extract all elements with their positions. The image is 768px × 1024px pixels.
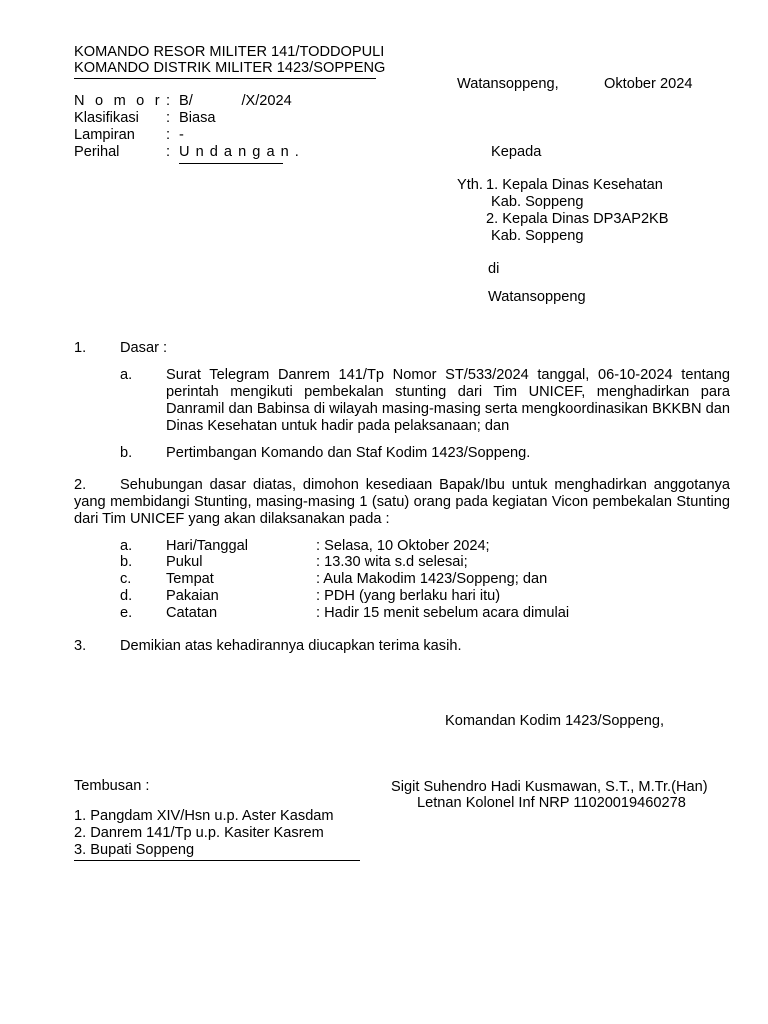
detail-label: Pakaian [166, 588, 219, 604]
recipient-line: 2. Kepala Dinas DP3AP2KB [486, 211, 669, 227]
item-1b-letter: b. [120, 445, 133, 461]
recipient-line: Kab. Soppeng [491, 228, 584, 244]
cc-item: 2. Danrem 141/Tp u.p. Kasiter Kasrem [74, 825, 324, 841]
meta-value-lampiran: - [179, 127, 184, 143]
recipient-line: Kab. Soppeng [491, 194, 584, 210]
header-underline [74, 78, 376, 79]
detail-letter: d. [120, 588, 133, 604]
detail-label: Catatan [166, 605, 218, 621]
header-line-2: KOMANDO DISTRIK MILITER 1423/SOPPENG [74, 60, 386, 76]
recipient-city: Watansoppeng [488, 289, 586, 305]
cc-item: 1. Pangdam XIV/Hsn u.p. Aster Kasdam [74, 808, 334, 824]
meta-colon: : [166, 144, 171, 160]
detail-label: Pukul [166, 554, 203, 570]
detail-letter: c. [120, 571, 132, 587]
cc-underline [74, 860, 360, 861]
meta-colon: : [166, 110, 171, 126]
detail-label: Hari/Tanggal [166, 538, 248, 554]
perihal-underline [179, 163, 283, 164]
recipient-yth: Yth. [457, 177, 483, 193]
meta-label-perihal: Perihal [74, 144, 120, 160]
meta-label-klasifikasi: Klasifikasi [74, 110, 139, 126]
date: Oktober 2024 [604, 76, 693, 92]
meta-label-lampiran: Lampiran [74, 127, 135, 143]
meta-colon: : [166, 93, 171, 109]
item-1a-letter: a. [120, 367, 133, 383]
item-1b-text: Pertimbangan Komando dan Staf Kodim 1423/Soppeng. [166, 445, 531, 461]
signature-name: Sigit Suhendro Hadi Kusmawan, S.T., M.Tr.(Han) [391, 779, 708, 795]
section-1-title: Dasar : [120, 340, 168, 356]
item-1a-text: Surat Telegram Danrem 141/Tp Nomor ST/533/2024 tanggal, 06-10-2024 tentang perintah mengikuti pembekalan stunting dari Tim UNICEF, menghadirkan para Danramil dan Babinsa di wilayah masing-masing serta mengkoordinasikan BKKBN dan Dinas Kesehatan untuk hadir pada pelaksanaan; dan [166, 367, 730, 434]
meta-value-nomor: B/ /X/2024 [179, 93, 292, 109]
detail-label: Tempat [166, 571, 214, 587]
detail-value: : Hadir 15 menit sebelum acara dimulai [316, 605, 570, 621]
detail-value: : PDH (yang berlaku hari itu) [316, 588, 501, 604]
meta-value-perihal: U n d a n g a n . [179, 144, 300, 160]
detail-letter: e. [120, 605, 133, 621]
detail-letter: a. [120, 538, 133, 554]
section-2-text: Sehubungan dasar diatas, dimohon kesediaan Bapak/Ibu untuk menghadirkan anggotanya yang membidangi Stunting, masing-masing 1 (satu) orang pada kegiatan Vicon pembekalan Stunting dari Tim UNICEF yang akan dilaksanakan pada : [74, 477, 730, 527]
detail-value: : Aula Makodim 1423/Soppeng; dan [316, 571, 548, 587]
section-2-number: 2. [74, 477, 87, 493]
signature-office: Komandan Kodim 1423/Soppeng, [445, 713, 665, 729]
cc-item: 3. Bupati Soppeng [74, 842, 195, 858]
header-line-1: KOMANDO RESOR MILITER 141/TODDOPULI [74, 44, 385, 60]
meta-label-nomor: N o m o r [74, 93, 163, 109]
place: Watansoppeng, [457, 76, 559, 92]
recipient-kepada: Kepada [491, 144, 542, 160]
detail-value: : 13.30 wita s.d selesai; [316, 554, 468, 570]
recipient-di: di [488, 261, 500, 277]
recipient-line: 1. Kepala Dinas Kesehatan [486, 177, 663, 193]
signature-rank: Letnan Kolonel Inf NRP 11020019460278 [417, 795, 686, 811]
meta-colon: : [166, 127, 171, 143]
cc-title: Tembusan : [74, 778, 150, 794]
section-3-number: 3. [74, 638, 87, 654]
section-1-number: 1. [74, 340, 87, 356]
detail-letter: b. [120, 554, 133, 570]
meta-value-klasifikasi: Biasa [179, 110, 216, 126]
section-3-text: Demikian atas kehadirannya diucapkan terima kasih. [120, 638, 462, 654]
detail-value: : Selasa, 10 Oktober 2024; [316, 538, 490, 554]
